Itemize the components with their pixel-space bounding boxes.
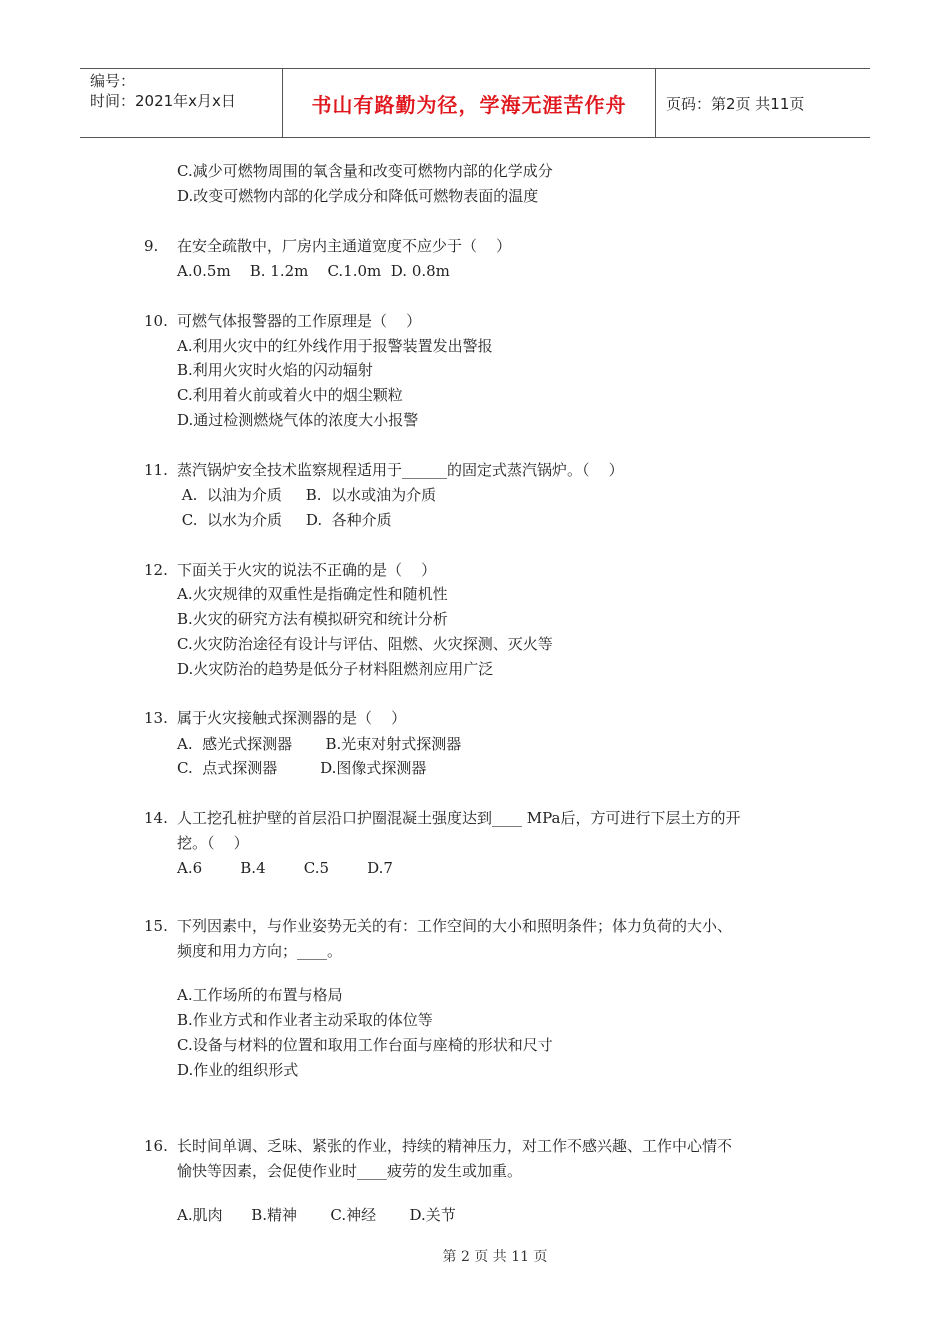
page-footer: 第 2 页 共 11 页: [442, 1249, 548, 1265]
q13-options-cd: C. 点式探测器 D.图像式探测器: [177, 759, 427, 777]
q10-number: 10.: [144, 312, 168, 330]
q11-options-cd: C. 以水为介质 D. 各种介质: [177, 511, 392, 529]
header-meta: [80, 69, 283, 137]
q14-stem-line1: 人工挖孔桩护壁的首层沿口护圈混凝土强度达到____ MPa后，方可进行下层土方的开: [177, 809, 741, 827]
page-header: [80, 68, 870, 138]
q8-option-c: C.减少可燃物周围的氧含量和改变可燃物内部的化学成分: [177, 162, 553, 180]
q12-option-d: D.火灾防治的趋势是低分子材料阻燃剂应用广泛: [177, 660, 494, 678]
q13-options-ab: A. 感光式探测器 B.光束对射式探测器: [177, 735, 462, 753]
header-motto: 书山有路勤为径，学海无涯苦作舟: [283, 69, 656, 137]
q10-option-c: C.利用着火前或着火中的烟尘颗粒: [177, 386, 403, 404]
header-page-info: 页码：第2页 共11页: [666, 94, 805, 113]
q9-number: 9.: [144, 237, 159, 255]
q15-option-d: D.作业的组织形式: [177, 1061, 299, 1079]
q13-stem: 属于火灾接触式探测器的是（ ）: [177, 709, 407, 727]
q9-options: A.0.5m B. 1.2m C.1.0m D. 0.8m: [177, 262, 450, 280]
q15-option-b: B.作业方式和作业者主动采取的体位等: [177, 1011, 433, 1029]
q13-number: 13.: [144, 709, 168, 727]
q16-number: 16.: [144, 1137, 168, 1155]
time-label: 时间：2021年x月x日: [90, 92, 236, 110]
q14-stem-line2: 挖。（ ）: [177, 834, 249, 852]
q16-stem-line2: 愉快等因素，会促使作业时____疲劳的发生或加重。: [177, 1162, 523, 1180]
q10-stem: 可燃气体报警器的工作原理是（ ）: [177, 312, 422, 330]
q16-options: A.肌肉 B.精神 C.神经 D.关节: [177, 1206, 456, 1224]
q9-stem: 在安全疏散中，厂房内主通道宽度不应少于（ ）: [177, 237, 512, 255]
q12-number: 12.: [144, 561, 168, 579]
q12-option-b: B.火灾的研究方法有模拟研究和统计分析: [177, 610, 448, 628]
q15-option-c: C.设备与材料的位置和取用工作台面与座椅的形状和尺寸: [177, 1036, 553, 1054]
q12-option-c: C.火灾防治途径有设计与评估、阻燃、火灾探测、灭火等: [177, 635, 553, 653]
q10-option-b: B.利用火灾时火焰的闪动辐射: [177, 361, 373, 379]
q11-number: 11.: [144, 461, 168, 479]
q10-option-a: A.利用火灾中的红外线作用于报警装置发出警报: [177, 337, 493, 355]
q15-number: 15.: [144, 917, 168, 935]
q15-stem-line2: 频度和用力方向；____。: [177, 942, 343, 960]
q15-option-a: A.工作场所的布置与格局: [177, 986, 343, 1004]
q8-option-d: D.改变可燃物内部的化学成分和降低可燃物表面的温度: [177, 187, 539, 205]
q16-stem-line1: 长时间单调、乏味、紧张的作业，持续的精神压力，对工作不感兴趣、工作中心情不: [177, 1137, 733, 1155]
q10-option-d: D.通过检测燃烧气体的浓度大小报警: [177, 411, 419, 429]
q14-options: A.6 B.4 C.5 D.7: [177, 859, 393, 877]
q15-stem-line1: 下列因素中，与作业姿势无关的有：工作空间的大小和照明条件；体力负荷的大小、: [177, 917, 733, 935]
q12-option-a: A.火灾规律的双重性是指确定性和随机性: [177, 585, 448, 603]
q11-options-ab: A. 以油为介质 B. 以水或油为介质: [177, 486, 437, 504]
q12-stem: 下面关于火灾的说法不正确的是（ ）: [177, 561, 437, 579]
q11-stem: 蒸汽锅炉安全技术监察规程适用于______的固定式蒸汽锅炉。（ ）: [177, 461, 624, 479]
code-label: 编号：: [90, 72, 136, 90]
q14-number: 14.: [144, 809, 168, 827]
